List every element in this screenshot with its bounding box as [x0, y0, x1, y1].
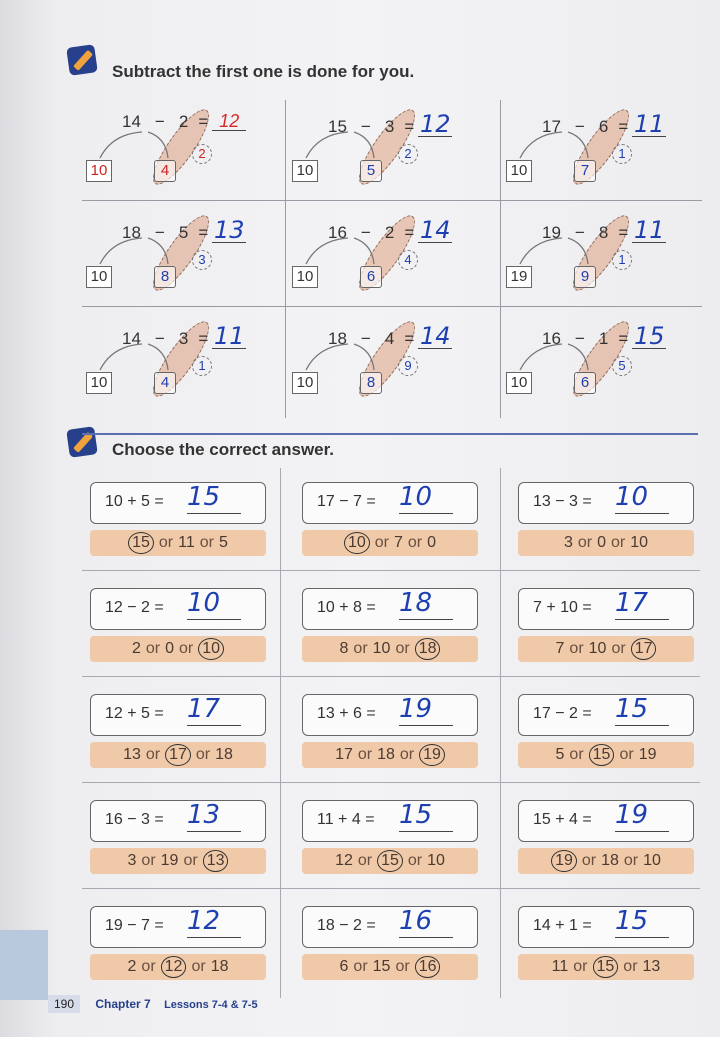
question-box	[90, 482, 266, 524]
ones-box: 7	[574, 160, 596, 182]
choice-option[interactable]: 0	[427, 534, 437, 551]
question-expression: 12 − 2 =	[105, 599, 164, 616]
chapter-label: Chapter 7	[95, 997, 151, 1011]
or-label: or	[407, 852, 423, 869]
subtrahend: 1	[598, 329, 609, 348]
page-edge	[0, 930, 48, 1000]
subtraction-problem	[82, 206, 288, 312]
page-number: 190	[48, 995, 80, 1013]
remainder-circle: 1	[612, 250, 632, 270]
ten-box: 10	[292, 266, 318, 288]
answer-field[interactable]: 11	[633, 216, 665, 244]
minuend: 18	[328, 329, 347, 348]
choice-option[interactable]: 15	[377, 850, 403, 872]
answer-field[interactable]: 12	[212, 112, 246, 131]
choice-option[interactable]: 17	[631, 638, 657, 660]
ones-box: 4	[154, 372, 176, 394]
minus-sign: −	[574, 223, 585, 242]
question-expression: 18 − 2 =	[317, 917, 376, 934]
minus-sign: −	[360, 329, 371, 348]
choice-option[interactable]: 16	[415, 956, 441, 978]
choice-option[interactable]: 5	[555, 746, 565, 763]
answer-field[interactable]: 18	[399, 589, 453, 620]
answer-field[interactable]: 10	[399, 483, 453, 514]
question-box	[302, 482, 478, 524]
or-label: or	[623, 852, 639, 869]
subtraction-problem	[502, 206, 708, 312]
minuend: 18	[122, 223, 141, 242]
choice-option[interactable]: 10	[198, 638, 224, 660]
choice-question	[518, 800, 694, 874]
answer-field[interactable]: 15	[399, 801, 453, 832]
equals-sign: =	[618, 223, 629, 242]
remainder-circle: 1	[612, 144, 632, 164]
remainder-circle: 1	[192, 356, 212, 376]
answer-field[interactable]: 15	[633, 322, 665, 350]
answer-field[interactable]: 10	[187, 589, 241, 620]
choice-option[interactable]: 2	[127, 958, 137, 975]
choice-question	[90, 800, 266, 874]
choice-strip	[518, 636, 694, 662]
question-expression: 15 + 4 =	[533, 811, 592, 828]
ten-box: 10	[86, 266, 112, 288]
or-label: or	[395, 958, 410, 975]
answer-field[interactable]: 12	[419, 110, 451, 138]
question-box	[518, 588, 694, 630]
question-expression: 12 + 5 =	[105, 705, 164, 722]
question-box	[518, 694, 694, 736]
choice-option[interactable]: 18	[377, 746, 395, 763]
choice-question	[302, 800, 478, 874]
or-label: or	[353, 958, 368, 975]
or-label: or	[395, 640, 410, 657]
or-label: or	[581, 852, 597, 869]
choice-option[interactable]: 15	[589, 744, 615, 766]
question-expression: 19 − 7 =	[105, 917, 164, 934]
choose-answer-grid	[82, 468, 700, 998]
section2-title: Choose the correct answer.	[112, 440, 335, 459]
minus-sign: −	[154, 223, 165, 242]
question-box	[518, 482, 694, 524]
subtraction-problem	[502, 312, 708, 418]
subtraction-problem	[288, 206, 494, 312]
choice-option[interactable]: 3	[563, 534, 573, 551]
lessons-label: Lessons 7-4 & 7-5	[164, 999, 258, 1011]
choice-option[interactable]: 6	[339, 958, 349, 975]
answer-field[interactable]: 13	[187, 801, 241, 832]
question-expression: 17 − 2 =	[533, 705, 592, 722]
question-box	[518, 906, 694, 948]
minuend: 16	[542, 329, 561, 348]
subtraction-grid	[82, 100, 702, 418]
choice-strip	[518, 742, 694, 768]
subtraction-problem	[288, 312, 494, 418]
minus-sign: −	[154, 329, 165, 348]
minuend: 16	[328, 223, 347, 242]
choice-option[interactable]: 18	[210, 958, 229, 975]
choice-option[interactable]: 19	[551, 850, 577, 872]
minuend: 14	[122, 112, 141, 131]
choice-option[interactable]: 18	[415, 638, 441, 660]
subtrahend: 3	[384, 117, 395, 136]
or-label: or	[145, 640, 161, 657]
answer-field[interactable]: 15	[615, 695, 669, 726]
or-label: or	[573, 958, 588, 975]
choice-question	[90, 906, 266, 980]
choice-option[interactable]: 19	[160, 852, 179, 869]
choice-option[interactable]: 12	[335, 852, 353, 869]
remainder-circle: 9	[398, 356, 418, 376]
minuend: 15	[328, 117, 347, 136]
or-label: or	[569, 640, 584, 657]
or-label: or	[577, 534, 593, 551]
answer-field[interactable]: 19	[399, 695, 453, 726]
choice-option[interactable]: 10	[344, 532, 370, 554]
choice-option[interactable]: 19	[638, 746, 657, 763]
question-box	[302, 906, 478, 948]
row-divider	[82, 570, 700, 571]
or-label: or	[195, 746, 211, 763]
or-label: or	[145, 746, 161, 763]
ones-box: 9	[574, 266, 596, 288]
ten-box: 10	[292, 372, 318, 394]
question-expression: 10 + 5 =	[105, 493, 164, 510]
ones-box: 6	[360, 266, 382, 288]
column-divider	[280, 468, 281, 998]
choice-strip	[90, 954, 266, 980]
choice-option[interactable]: 15	[128, 532, 154, 554]
or-label: or	[179, 640, 194, 657]
or-label: or	[183, 852, 198, 869]
choice-option[interactable]: 18	[601, 852, 619, 869]
answer-field[interactable]: 11	[633, 110, 665, 138]
remainder-circle: 3	[192, 250, 212, 270]
split-arrows	[92, 128, 182, 162]
choice-option[interactable]: 11	[551, 958, 569, 975]
question-box	[518, 800, 694, 842]
choice-option[interactable]: 7	[393, 534, 403, 551]
subtrahend: 6	[598, 117, 609, 136]
choice-option[interactable]: 10	[630, 534, 649, 551]
remainder-circle: 4	[398, 250, 418, 270]
or-label: or	[357, 852, 373, 869]
question-box	[90, 694, 266, 736]
or-label: or	[191, 958, 206, 975]
choice-option[interactable]: 10	[427, 852, 445, 869]
question-expression: 7 + 10 =	[533, 599, 592, 616]
choice-strip	[302, 742, 478, 768]
choice-question	[302, 588, 478, 662]
choice-option[interactable]: 3	[127, 852, 137, 869]
choice-option[interactable]: 11	[178, 534, 195, 551]
section1-title: Subtract the first one is done for you.	[112, 62, 415, 81]
choice-strip	[90, 848, 266, 874]
choice-question	[518, 482, 694, 556]
equals-sign: =	[404, 329, 415, 348]
answer-field[interactable]: 12	[187, 907, 241, 938]
choice-question	[518, 906, 694, 980]
question-box	[90, 906, 266, 948]
ten-box: 10	[86, 160, 112, 182]
question-box	[302, 588, 478, 630]
choice-strip	[302, 954, 478, 980]
ones-box: 8	[154, 266, 176, 288]
answer-field[interactable]: 13	[213, 216, 245, 244]
question-expression: 13 + 6 =	[317, 705, 376, 722]
question-expression: 11 + 4 =	[317, 811, 375, 828]
choice-option[interactable]: 10	[643, 852, 661, 869]
or-label: or	[569, 746, 584, 763]
equals-sign: =	[198, 223, 209, 242]
minus-sign: −	[574, 117, 585, 136]
choice-option[interactable]: 18	[215, 746, 233, 763]
column-divider	[500, 468, 501, 998]
remainder-circle: 2	[192, 144, 212, 164]
equals-sign: =	[404, 117, 415, 136]
or-label: or	[357, 746, 373, 763]
ten-box: 10	[86, 372, 112, 394]
or-label: or	[399, 746, 415, 763]
choice-question	[90, 694, 266, 768]
split-arrows	[298, 234, 388, 268]
subtraction-problem	[82, 100, 288, 206]
question-box	[90, 588, 266, 630]
subtrahend: 8	[598, 223, 609, 242]
minus-sign: −	[360, 117, 371, 136]
or-label: or	[199, 534, 214, 551]
or-label: or	[623, 958, 638, 975]
choice-option[interactable]: 13	[203, 850, 229, 872]
remainder-circle: 5	[612, 356, 632, 376]
minus-sign: −	[574, 329, 585, 348]
row-divider	[82, 888, 700, 889]
minuend: 14	[122, 329, 141, 348]
choice-strip	[90, 742, 266, 768]
choice-strip	[302, 530, 478, 556]
equals-sign: =	[198, 112, 209, 131]
ten-box: 19	[506, 266, 532, 288]
choice-question	[302, 482, 478, 556]
or-label: or	[407, 534, 423, 551]
ten-box: 10	[506, 372, 532, 394]
choice-option[interactable]: 12	[161, 956, 187, 978]
choice-option[interactable]: 10	[372, 640, 391, 657]
choice-option[interactable]: 10	[588, 640, 607, 657]
question-expression: 10 + 8 =	[317, 599, 376, 616]
question-box	[302, 800, 478, 842]
ones-box: 5	[360, 160, 382, 182]
subtraction-problem	[502, 100, 708, 206]
subtrahend: 4	[384, 329, 395, 348]
subtraction-problem	[82, 312, 288, 418]
pencil-icon	[66, 426, 98, 458]
question-expression: 17 − 7 =	[317, 493, 376, 510]
choice-option[interactable]: 8	[339, 640, 349, 657]
question-box	[302, 694, 478, 736]
or-label: or	[353, 640, 368, 657]
choice-strip	[518, 848, 694, 874]
page-footer	[48, 995, 258, 1013]
choice-option[interactable]: 2	[131, 640, 141, 657]
choice-option[interactable]: 15	[593, 956, 619, 978]
or-label: or	[158, 534, 174, 551]
choice-strip	[302, 636, 478, 662]
or-label: or	[141, 958, 156, 975]
split-arrows	[298, 340, 388, 374]
ones-box: 8	[360, 372, 382, 394]
subtrahend: 2	[178, 112, 189, 131]
answer-field[interactable]: 14	[419, 322, 451, 350]
ones-box: 4	[154, 160, 176, 182]
minuend: 17	[542, 117, 561, 136]
ten-box: 10	[292, 160, 318, 182]
choice-option[interactable]: 0	[597, 534, 606, 551]
split-arrows	[92, 340, 182, 374]
or-label: or	[619, 746, 634, 763]
answer-field[interactable]: 17	[615, 589, 669, 620]
choice-option[interactable]: 19	[419, 744, 445, 766]
choice-option[interactable]: 13	[123, 746, 141, 763]
subtrahend: 3	[178, 329, 189, 348]
or-label: or	[611, 534, 626, 551]
choice-question	[90, 588, 266, 662]
choice-option[interactable]: 13	[642, 958, 661, 975]
choice-strip	[90, 530, 266, 556]
minus-sign: −	[360, 223, 371, 242]
pencil-icon	[66, 44, 98, 76]
choice-question	[518, 694, 694, 768]
question-box	[90, 800, 266, 842]
split-arrows	[512, 234, 602, 268]
ones-box: 6	[574, 372, 596, 394]
choice-strip	[302, 848, 478, 874]
answer-field[interactable]: 17	[187, 695, 241, 726]
section-divider	[82, 433, 698, 435]
choice-strip	[518, 954, 694, 980]
choice-question	[518, 588, 694, 662]
answer-field[interactable]: 19	[615, 801, 669, 832]
equals-sign: =	[618, 329, 629, 348]
minuend: 19	[542, 223, 561, 242]
choice-option[interactable]: 17	[165, 744, 191, 766]
or-label: or	[141, 852, 156, 869]
answer-field[interactable]: 15	[615, 907, 669, 938]
split-arrows	[298, 128, 388, 162]
equals-sign: =	[198, 329, 209, 348]
answer-field[interactable]: 16	[399, 907, 453, 938]
split-arrows	[92, 234, 182, 268]
choice-question	[302, 906, 478, 980]
row-divider	[82, 782, 700, 783]
choice-option[interactable]: 17	[335, 746, 353, 763]
question-expression: 14 + 1 =	[533, 917, 592, 934]
equals-sign: =	[618, 117, 629, 136]
ten-box: 10	[506, 160, 532, 182]
split-arrows	[512, 340, 602, 374]
split-arrows	[512, 128, 602, 162]
choice-question	[302, 694, 478, 768]
choice-question	[90, 482, 266, 556]
or-label: or	[374, 534, 389, 551]
choice-option[interactable]: 0	[165, 640, 174, 657]
answer-field[interactable]: 10	[615, 483, 669, 514]
remainder-circle: 2	[398, 144, 418, 164]
subtraction-problem	[288, 100, 494, 206]
choice-option[interactable]: 5	[218, 534, 228, 551]
subtrahend: 5	[178, 223, 189, 242]
equals-sign: =	[404, 223, 415, 242]
choice-option[interactable]: 7	[555, 640, 565, 657]
subtrahend: 2	[384, 223, 395, 242]
question-expression: 16 − 3 =	[105, 811, 164, 828]
choice-strip	[518, 530, 694, 556]
or-label: or	[611, 640, 626, 657]
answer-field[interactable]: 14	[419, 216, 451, 244]
answer-field[interactable]: 15	[187, 483, 241, 514]
answer-field[interactable]: 11	[213, 322, 245, 350]
row-divider	[82, 676, 700, 677]
choice-strip	[90, 636, 266, 662]
minus-sign: −	[154, 112, 165, 131]
question-expression: 13 − 3 =	[533, 493, 592, 510]
choice-option[interactable]: 15	[372, 958, 391, 975]
